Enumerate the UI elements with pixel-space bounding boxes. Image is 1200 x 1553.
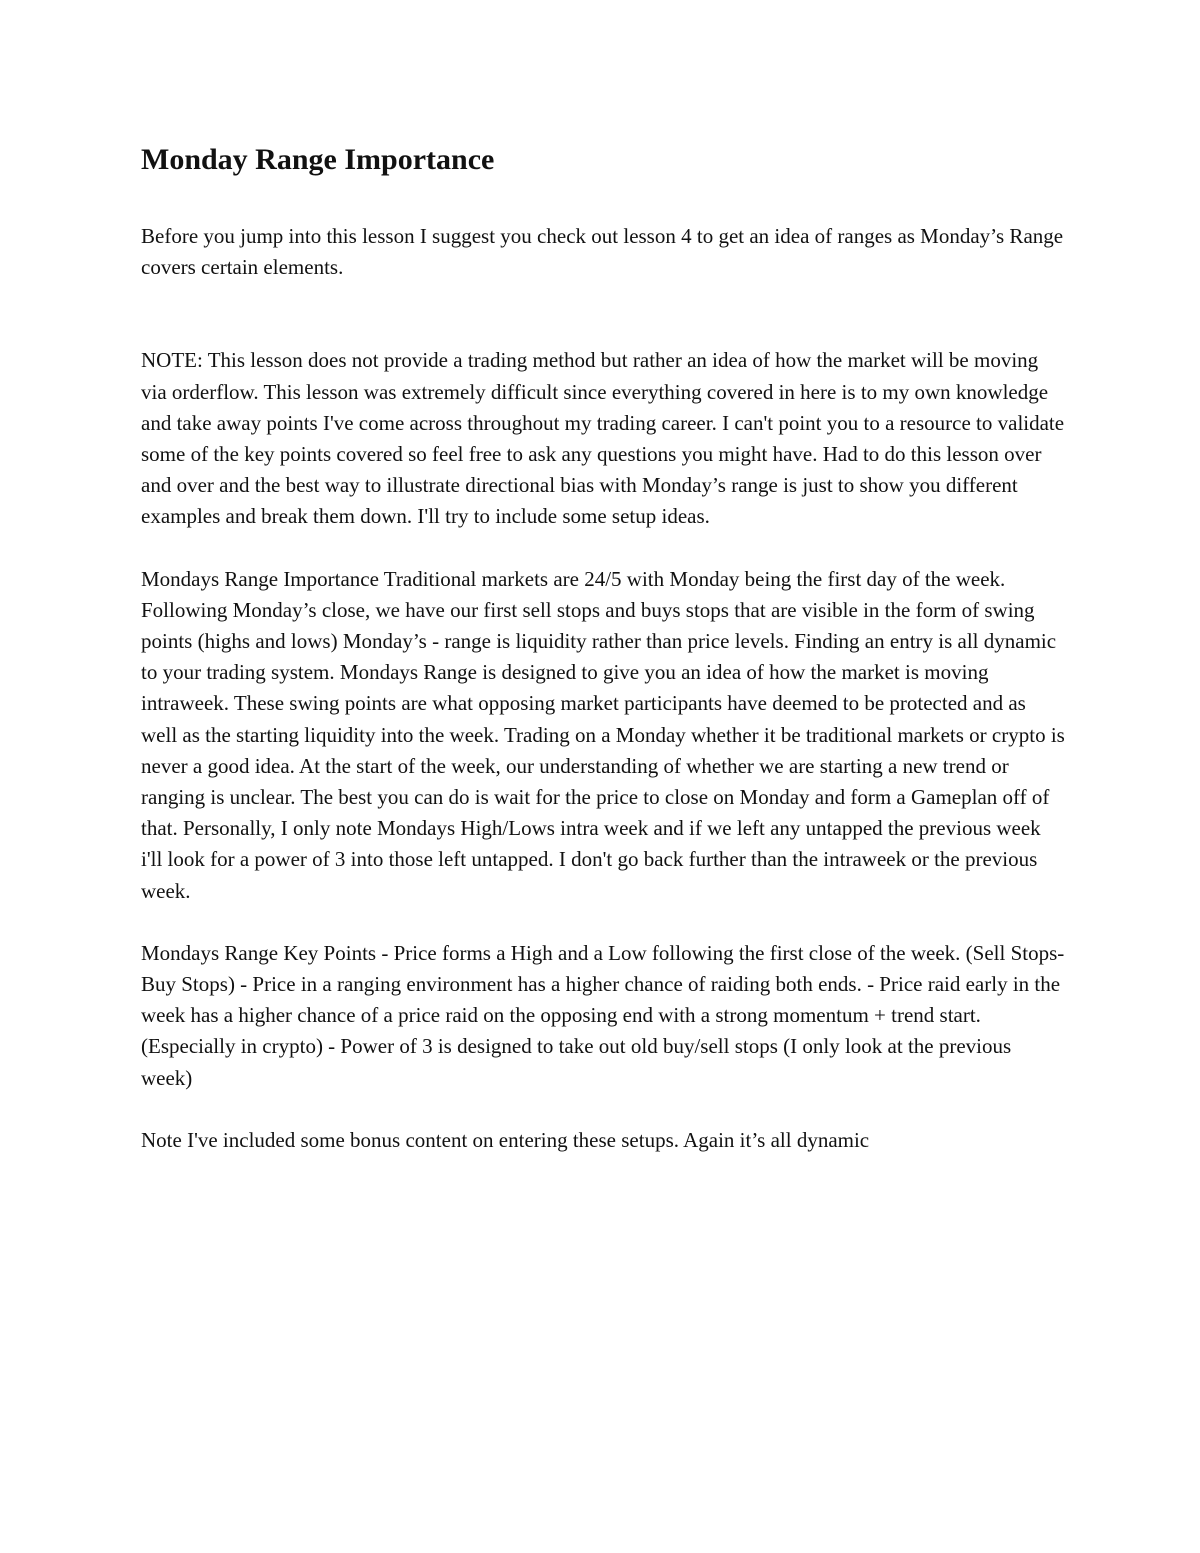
document-body bbox=[141, 140, 1066, 1156]
bonus-note-paragraph: Note I've included some bonus content on entering these setups. Again it’s all dynamic bbox=[141, 1127, 870, 1152]
range-importance-paragraph: Mondays Range Importance Traditional markets are 24/5 with Monday being the first day of the week. Following Monday’s close, we have our first sell stops and buys stops that are visible in the form of swing points (highs and lows) Monday’s - range is liquidity rather than price levels. Finding an entry is all dynamic to your trading system. Mondays Range is designed to give you an idea of how the market is moving intraweek. These swing points are what opposing market participants have deemed to be protected and as well as the starting liquidity into the week. Trading on a Monday whether it be traditional markets or crypto is never a good idea. At the start of the week, our understanding of whether we are starting a new trend or ranging is unclear. The best you can do is wait for the price to close on Monday and form a Gameplan off of that. Personally, I only note Mondays High/Lows intra week and if we left any untapped the previous week i'll look for a power of 3 into those left untapped. I don't go back further than the intraweek or the previous week. bbox=[141, 566, 1065, 903]
key-points-paragraph: Mondays Range Key Points - Price forms a High and a Low following the first close of the week. (Sell Stops-Buy Stops) - Price in a ranging environment has a higher chance of raiding both ends. - Price raid early in the week has a higher chance of a price raid on the opposing end with a strong momentum + trend start. (Especially in crypto) - Power of 3 is designed to take out old buy/sell stops (I only look at the previous week) bbox=[141, 940, 1065, 1090]
note-paragraph: NOTE: This lesson does not provide a trading method but rather an idea of how the market will be moving via orderflow. This lesson was extremely difficult since everything covered in here is to my own knowledge and take away points I've come across throughout my trading career. I can't point you to a resource to validate some of the key points covered so feel free to ask any questions you might have. Had to do this lesson over and over and the best way to illustrate directional bias with Monday’s range is just to show you different examples and break them down. I'll try to include some setup ideas. bbox=[141, 348, 1065, 529]
intro-paragraph: Before you jump into this lesson I suggest you check out lesson 4 to get an idea of ranges as Monday’s Range covers certain elements. bbox=[141, 224, 1064, 280]
document-title: Monday Range Importance bbox=[141, 143, 495, 176]
